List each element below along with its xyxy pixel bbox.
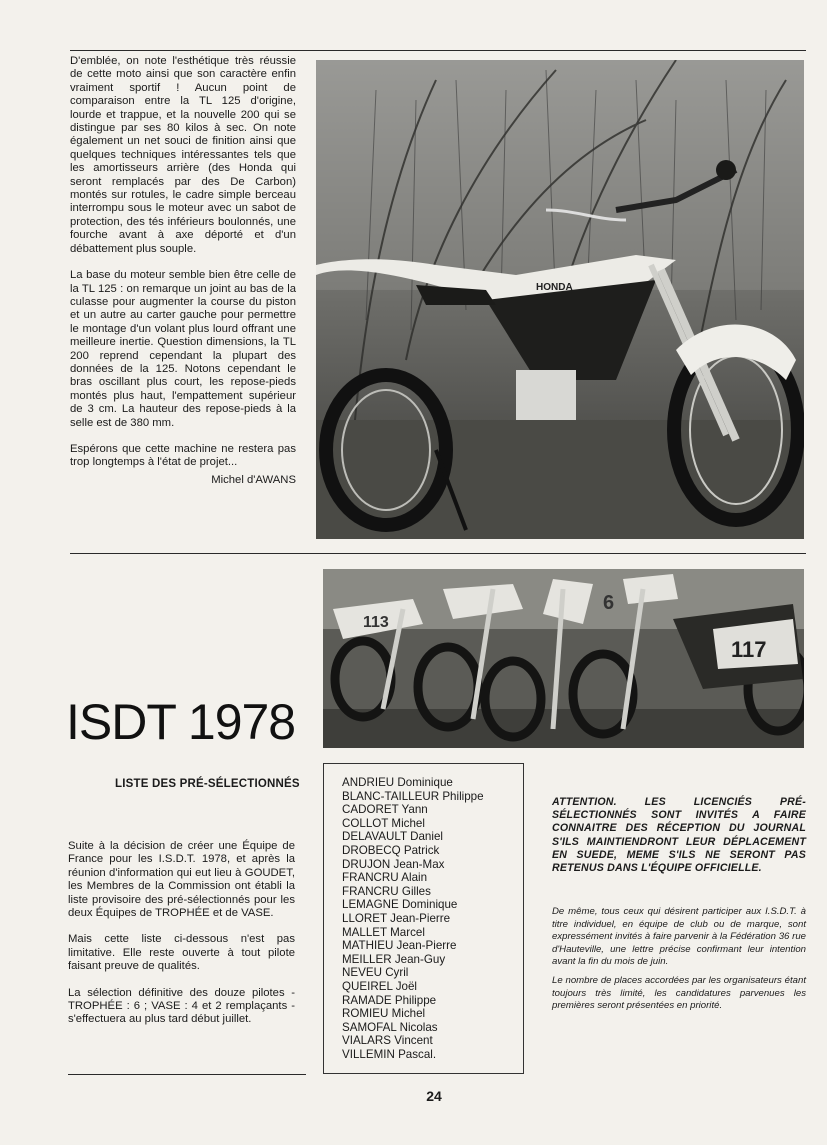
- pilot-entry: QUEIREL Joël: [342, 979, 417, 993]
- pilot-entry: COLLOT Michel: [342, 816, 425, 830]
- isdt-riders-photo: [323, 569, 804, 748]
- article-author: Michel d'AWANS: [211, 473, 296, 486]
- isdt-paragraph-2: Mais cette liste ci-dessous n'est pas limitative. Elle reste ouverte à tout pilote faisant preuve de qualités.: [68, 933, 295, 973]
- article-paragraph-2: La base du moteur semble bien être celle de la TL 125 : on remarque un joint au bas de la culasse pour augmenter la course du piston et un autre au carter gauche pour permettre le montage d'un volant plus lourd offrant une meilleure inertie. Question dimensions, la TL 200 reprend cependant la plupart des données de la 125. Notons cependant le bras oscillant plus court, les repose-pieds montés plus haut, l'empattement supérieur de 3 cm. La hauteur des repose-pieds à la selle est de 380 mm.: [70, 269, 296, 429]
- top-rule: [70, 50, 806, 51]
- honda-trial-photo: [316, 60, 804, 539]
- article-paragraph-3: Espérons que cette machine ne restera pas trop longtemps à l'état de projet...: [70, 442, 296, 469]
- page-number: 24: [426, 1088, 442, 1104]
- isdt-text-column: [68, 840, 295, 1040]
- pilot-entry: BLANC-TAILLEUR Philippe: [342, 789, 484, 803]
- plate-number-6: 6: [603, 592, 615, 614]
- pilot-entry: SAMOFAL Nicolas: [342, 1020, 438, 1034]
- honda-tank-label: HONDA: [536, 282, 573, 293]
- plate-number-117: 117: [731, 637, 767, 662]
- bottom-rule: [68, 1074, 306, 1075]
- pilot-entry: MALLET Marcel: [342, 925, 425, 939]
- isdt-subtitle: LISTE DES PRÉ-SÉLECTIONNÉS: [115, 778, 300, 790]
- pilot-entry: ANDRIEU Dominique: [342, 776, 453, 789]
- pilot-entry: LLORET Jean-Pierre: [342, 911, 451, 925]
- plate-number-113: 113: [363, 614, 389, 631]
- pilot-entry: LEMAGNE Dominique: [342, 898, 458, 912]
- isdt-notes: [552, 906, 806, 1019]
- isdt-note-2: Le nombre de places accordées par les organisateurs étant toujours très limité, les candidatures parvenues les premières seront présentées en priorité.: [552, 974, 806, 1012]
- isdt-paragraph-3: La sélection définitive des douze pilotes - TROPHÉE : 6 ; VASE : 4 et 2 remplaçants - s'effectuera au plus tard début juillet.: [68, 986, 295, 1026]
- pilot-entry: NEVEU Cyril: [342, 966, 409, 980]
- pilot-list-box: [323, 763, 524, 1074]
- pilot-entry: MEILLER Jean-Guy: [342, 952, 446, 966]
- isdt-note-1: De même, tous ceux qui désirent participer aux I.S.D.T. à titre individuel, en équipe de club ou de marque, sont expressément invités à faire parvenir à la Fédération 36 rue d'Hauteville, une lettre précise confirmant leur intention avant la fin du mois de juin.: [552, 906, 806, 968]
- pilot-entry: DROBECQ Patrick: [342, 843, 440, 857]
- pilot-entry: DELAVAULT Daniel: [342, 830, 443, 844]
- isdt-paragraph-1: Suite à la décision de créer une Équipe de France pour les I.S.D.T. 1978, et après la réunion d'information qui eut lieu à GOUDET, les Membres de la Commission ont établi la liste provisoire des pré-sélectionnés pour les deux Équipes de TROPHÉE et de VASE.: [68, 840, 295, 920]
- pilot-entry: FRANCRU Gilles: [342, 884, 431, 898]
- pilot-entry: ROMIEU Michel: [342, 1007, 426, 1021]
- pilot-entry: FRANCRU Alain: [342, 871, 428, 885]
- middle-rule: [70, 553, 806, 554]
- honda-photo-image: [316, 60, 804, 539]
- isdt-title: ISDT 1978: [66, 694, 296, 750]
- pilot-entry: VILLEMIN Pascal.: [342, 1047, 437, 1061]
- isdt-photo-image: [323, 569, 804, 748]
- pilot-entry: CADORET Yann: [342, 803, 428, 817]
- attention-notice: ATTENTION. LES LICENCIÉS PRÉ-SÉLECTIONNÉS SONT INVITÉS A FAIRE CONNAITRE DES RÉCEPTION DU JOURNAL S'ILS MAINTIENDRONT LEUR DÉPLACEMENT EN SUEDE, MEME S'ILS NE SERONT PAS RETENUS DANS L'ÉQUIPE OFFICIELLE.: [552, 796, 806, 875]
- article-paragraph-1: D'emblée, on note l'esthétique très réussie de cette moto ainsi que son caractère enfin vraiment sportif ! Aucun point de comparaison entre la TL 125 d'origine, lourde et trappue, et la nouvelle 200 qui se distingue par ses 80 kilos à sec. On note également un net souci de finition ainsi que quelques techniques intéressantes tels que les amortisseurs arrière (des Honda qui seront remplacés par des De Carbon) montés sur rotules, le cadre simple berceau interrompu sous le moteur avec un sabot de protection, des tés inférieurs boulonnés, une fourche avant à axe déporté et d'un débattement plus souple.: [70, 55, 296, 255]
- pilot-entry: VIALARS Vincent: [342, 1034, 433, 1048]
- pilot-entry: MATHIEU Jean-Pierre: [342, 939, 457, 953]
- article-column: [70, 55, 296, 487]
- pilot-entry: RAMADE Philippe: [342, 993, 437, 1007]
- pilot-entry: DRUJON Jean-Max: [342, 857, 445, 871]
